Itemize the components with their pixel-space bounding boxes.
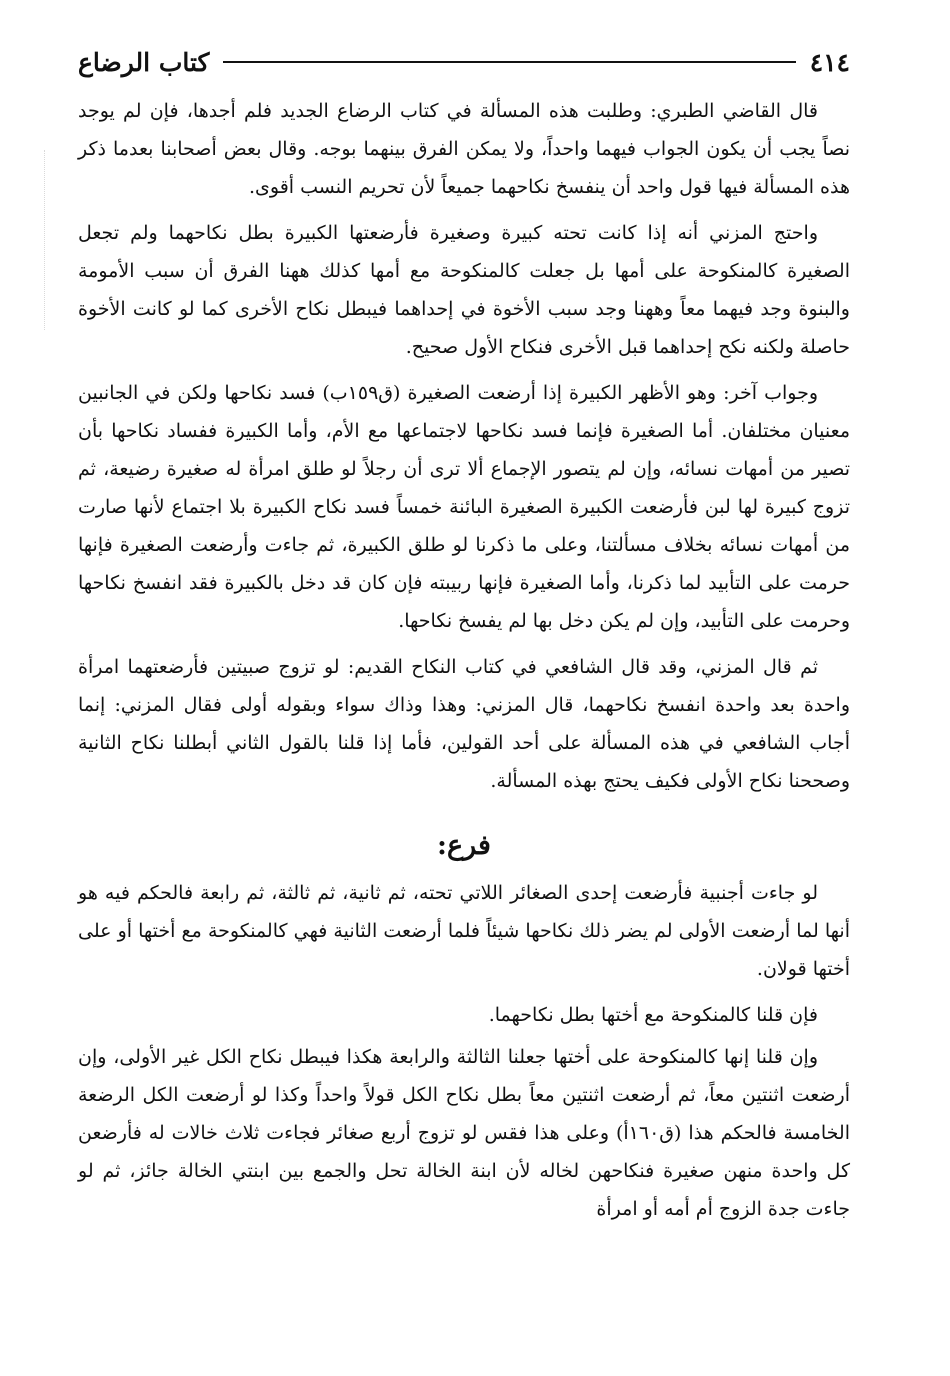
paragraph: وجواب آخر: وهو الأظهر الكبيرة إذا أرضعت الصغيرة (ق١٥٩ب) فسد نكاحها ولكن في الجانبين معنيان مختلفان. أما الصغيرة فإنما فسد نكاحها لاجتماعها مع الأم، وأما الكبيرة ففساد نكاحها بأن تصير من أمهات نسائه، وإن لم يتصور الإجماع ألا ترى أن رجلاً لو طلق امرأة له صغيرة رضيعة، ثم تزوج كبيرة لها لبن فأرضعت الكبيرة الصغيرة البائنة خمساً فسد نكاح الكبيرة بلا اجتماع لأنها صارت من أمهات نسائه بخلاف مسألتنا، وعلى ما ذكرنا لو طلق الكبيرة، ثم جاءت وأرضعت الصغيرة فإنها حرمت على التأبيد لما ذكرنا، وأما الصغيرة فإنها ربيبته فإن كان قد دخل بالكبيرة فقد انفسخ نكاحها وحرمت على التأبيد، وإن لم يكن دخل بها لم يفسخ نكاحها. (78, 382, 850, 632)
page-number: ٤١٤ (809, 47, 850, 77)
paragraph: واحتج المزني أنه إذا كانت تحته كبيرة وصغيرة فأرضعتها الكبيرة بطل نكاحهما ولم تجعل الصغيرة كالمنكوحة على أمها بل جعلت كالمنكوحة مع أمها كذلك ههنا الفرق أن سبب الأمومة والبنوة وجد فيهما معاً وههنا وجد سبب الأخوة في إحداهما فيبطل نكاح الأخرى كما لو كانت الأخوة حاصلة ولكنه نكح إحداهما قبل الأخرى فنكاح الأول صحيح. (78, 222, 850, 358)
page-body (78, 92, 850, 1228)
section-paragraph: لو جاءت أجنبية فأرضعت إحدى الصغائر اللاتي تحته، ثم ثانية، ثم ثالثة، ثم رابعة فالحكم فيه هو أنها لما أرضعت الأولى لم يضر ذلك نكاحها شيئاً فلما أرضعت الثانية فهي كالمنكوحة مع أختها أو على أختها قولان. (78, 882, 850, 980)
paragraph: قال القاضي الطبري: وطلبت هذه المسألة في كتاب الرضاع الجديد فلم أجدها، فإن لم يوجد نصاً يجب أن يكون الجواب فيهما واحداً، ولا يمكن الفرق بينهما بوجه. وقال بعض أصحابنا بعدما ذكر هذه المسألة فيها قول واحد أن ينفسخ نكاحهما جميعاً لأن تحريم النسب أقوى. (78, 100, 850, 198)
scan-edge-mark (44, 150, 45, 330)
header-rule (223, 61, 795, 63)
section-paragraph: فإن قلنا كالمنكوحة مع أختها بطل نكاحهما. (488, 1004, 818, 1026)
section-heading: فرع: (437, 830, 491, 861)
book-page (78, 40, 850, 1236)
paragraph: ثم قال المزني، وقد قال الشافعي في كتاب النكاح القديم: لو تزوج صبيتين فأرضعتهما امرأة واحدة بعد واحدة انفسخ نكاحهما، قال المزني: وهذا وذاك سواء وبقوله أولى فقال المزني: إنما أجاب الشافعي في هذه المسألة على أحد القولين، فأما إذا قلنا بالقول الثاني أبطلنا نكاح الثانية وصححنا نكاح الأولى فكيف يحتج بهذه المسألة. (78, 656, 850, 792)
section-paragraph: وإن قلنا إنها كالمنكوحة على أختها جعلنا الثالثة والرابعة هكذا فيبطل نكاح الكل غير الأولى، وإن أرضعت اثنتين معاً، ثم أرضعت اثنتين معاً بطل نكاح الكل قولاً واحداً وكذا لو أرضعت الكل الرضعة الخامسة فالحكم هذا (ق١٦٠أ) وعلى هذا فقس لو تزوج أربع صغائر فجاءت ثلاث خالات له فأرضعن كل واحدة منهن صغيرة فنكاحهن لخاله لأن ابنة الخالة تحل والجمع بين ابنتي الخالة جائز، ثم لو جاءت جدة الزوج أم أمه أو امرأة (78, 1046, 850, 1220)
page-header (78, 40, 850, 84)
running-title: كتاب الرضاع (78, 47, 210, 77)
